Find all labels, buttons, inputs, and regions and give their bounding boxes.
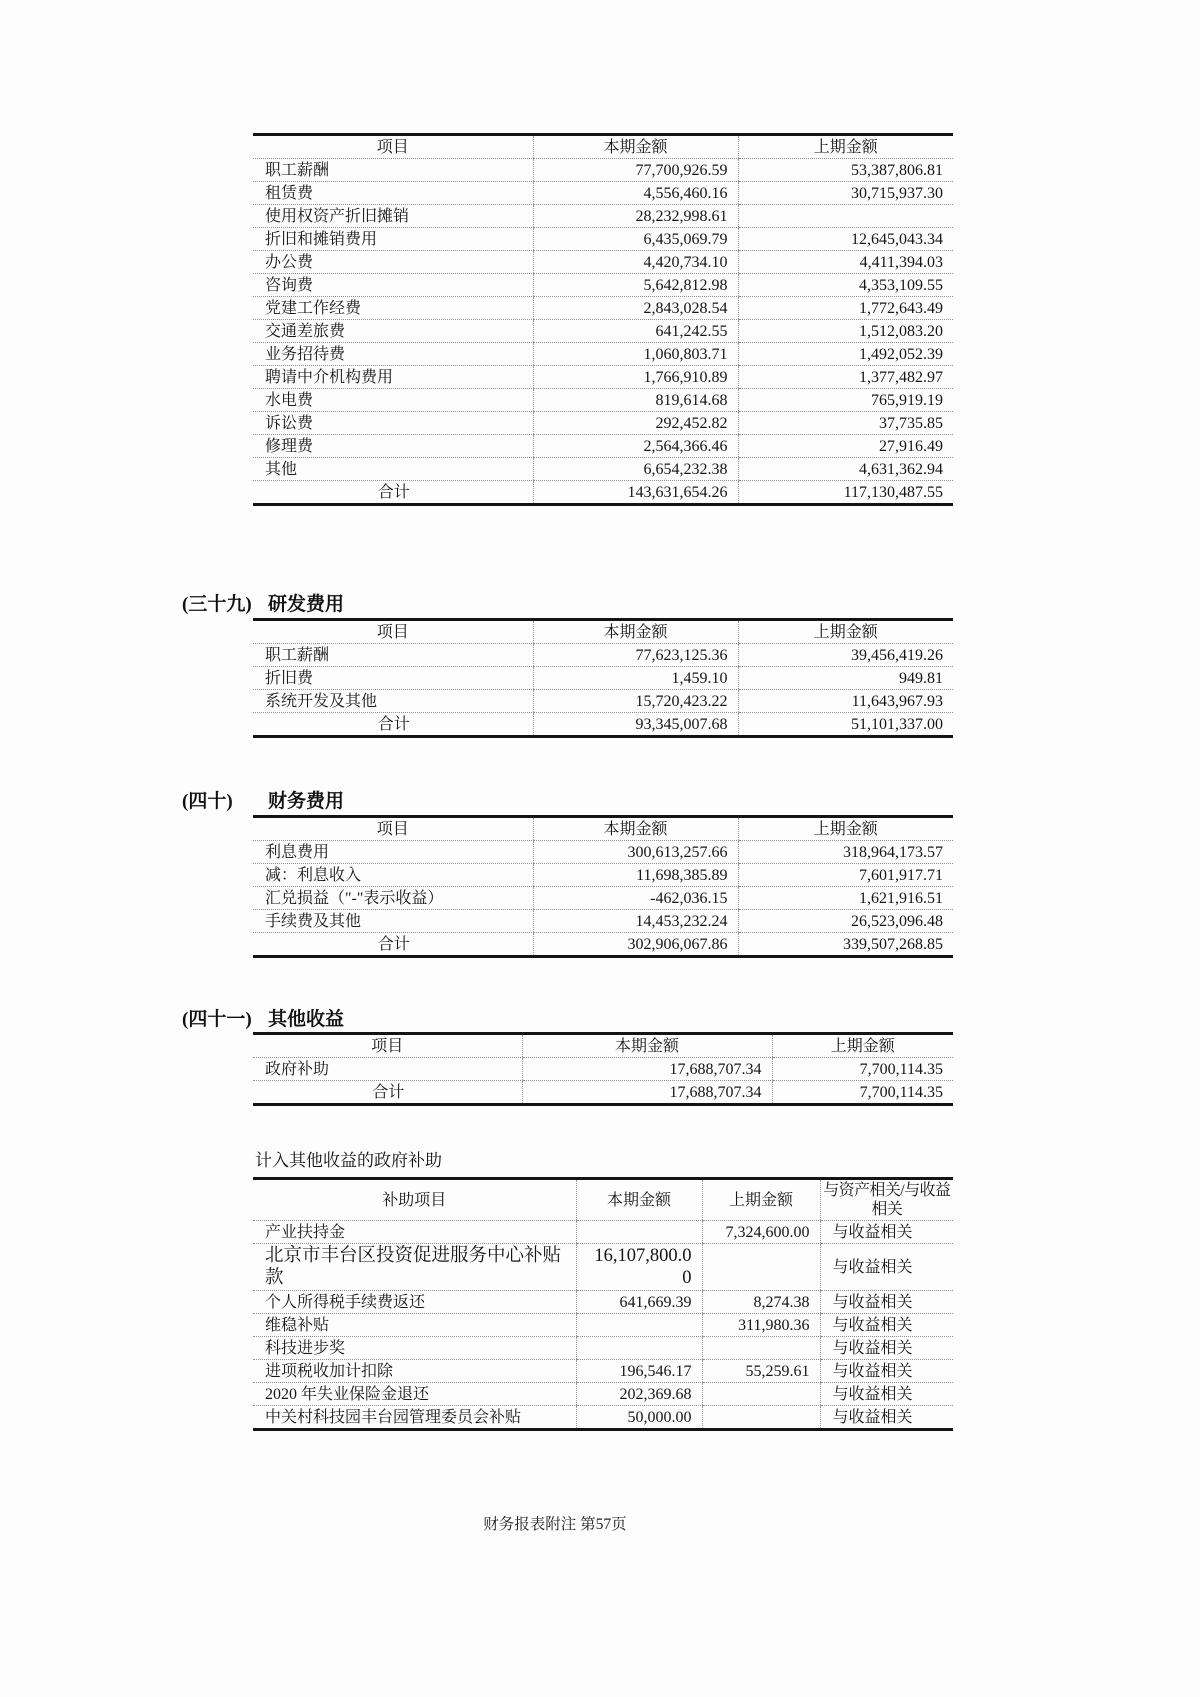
table-cell: 政府补助: [253, 1058, 522, 1081]
table-cell: 4,420,734.10: [533, 251, 738, 274]
table-cell: 7,700,114.35: [772, 1058, 953, 1081]
column-header: 上期金额: [702, 1179, 820, 1221]
table-cell: [738, 205, 953, 228]
table-cell: -462,036.15: [533, 887, 738, 910]
table-cell: 与收益相关: [820, 1291, 953, 1314]
column-header: 本期金额: [522, 1034, 772, 1058]
table-cell: 302,906,067.86: [533, 933, 738, 957]
table-cell: 使用权资产折旧摊销: [253, 205, 533, 228]
table-row: [253, 297, 953, 320]
section-number: (四十): [182, 791, 233, 812]
header-row: [253, 1179, 953, 1221]
section-title: 研发费用: [268, 594, 345, 615]
table-cell: 819,614.68: [533, 389, 738, 412]
table-cell: 与收益相关: [820, 1383, 953, 1406]
table-cell: 14,453,232.24: [533, 910, 738, 933]
table-cell: 1,492,052.39: [738, 343, 953, 366]
table-cell: 4,556,460.16: [533, 182, 738, 205]
section-heading-39: [182, 589, 344, 616]
table-cell: 37,735.85: [738, 412, 953, 435]
table-cell: 其他: [253, 458, 533, 481]
header-row: [253, 620, 953, 644]
column-header: 本期金额: [576, 1179, 702, 1221]
other-income-table: [253, 1032, 953, 1106]
table-cell: 11,698,385.89: [533, 864, 738, 887]
table-cell: 339,507,268.85: [738, 933, 953, 957]
table-cell: 6,435,069.79: [533, 228, 738, 251]
table-cell: 30,715,937.30: [738, 182, 953, 205]
section-number: (四十一): [182, 1009, 252, 1030]
table-cell: [576, 1314, 702, 1337]
table-cell: 202,369.68: [576, 1383, 702, 1406]
table-row: [253, 1383, 953, 1406]
table-cell: 1,060,803.71: [533, 343, 738, 366]
table-cell: 产业扶持金: [253, 1221, 576, 1244]
table-cell: 职工薪酬: [253, 159, 533, 182]
table-cell: 进项税收加计扣除: [253, 1360, 576, 1383]
column-header: 本期金额: [533, 135, 738, 159]
section-title: 其他收益: [268, 1009, 345, 1030]
header-row: [253, 135, 953, 159]
header-row: [253, 817, 953, 841]
column-header: 上期金额: [738, 817, 953, 841]
table-cell: 196,546.17: [576, 1360, 702, 1383]
grants-table-caption: 计入其他收益的政府补助: [255, 1151, 442, 1170]
table-row: [253, 228, 953, 251]
column-header: 上期金额: [738, 135, 953, 159]
table-cell: 聘请中介机构费用: [253, 366, 533, 389]
table-row: [253, 320, 953, 343]
table-cell: 与收益相关: [820, 1244, 953, 1291]
table-row: [253, 1221, 953, 1244]
table-cell: 7,700,114.35: [772, 1081, 953, 1105]
table-cell: [702, 1406, 820, 1430]
table-cell: [702, 1383, 820, 1406]
table-row: [253, 1406, 953, 1430]
table-cell: 311,980.36: [702, 1314, 820, 1337]
table-cell: 1,766,910.89: [533, 366, 738, 389]
table-cell: 交通差旅费: [253, 320, 533, 343]
table-row: [253, 435, 953, 458]
table-cell: 诉讼费: [253, 412, 533, 435]
table-cell: 合计: [377, 715, 410, 733]
table-cell: 合计: [377, 935, 410, 953]
table-cell: 4,411,394.03: [738, 251, 953, 274]
table-cell: [702, 1337, 820, 1360]
table-cell: 1,377,482.97: [738, 366, 953, 389]
table-cell: 8,274.38: [702, 1291, 820, 1314]
table-cell: 维稳补贴: [253, 1314, 576, 1337]
table-row: [253, 251, 953, 274]
table-cell: 117,130,487.55: [738, 481, 953, 505]
table-cell: 4,353,109.55: [738, 274, 953, 297]
table-cell: 50,000.00: [576, 1406, 702, 1430]
table-cell: 系统开发及其他: [253, 690, 533, 713]
table-row: [253, 1081, 953, 1105]
table-cell: 7,324,600.00: [702, 1221, 820, 1244]
government-grants-table: [253, 1177, 953, 1431]
table-cell: 修理费: [253, 435, 533, 458]
table-row: [253, 182, 953, 205]
table-row: [253, 841, 953, 864]
table-cell: 6,654,232.38: [533, 458, 738, 481]
table-row: [253, 864, 953, 887]
table-cell: 与收益相关: [820, 1337, 953, 1360]
table-cell: 143,631,654.26: [533, 481, 738, 505]
page-footer: 财务报表附注 第57页: [483, 1516, 627, 1533]
table-cell: 28,232,998.61: [533, 205, 738, 228]
table-cell: 300,613,257.66: [533, 841, 738, 864]
table-cell: 利息费用: [253, 841, 533, 864]
table-cell: 中关村科技园丰台园管理委员会补贴: [265, 1408, 522, 1426]
table-cell: [702, 1244, 820, 1291]
table-cell: 职工薪酬: [253, 644, 533, 667]
section-heading-41: [182, 1004, 344, 1031]
table-cell: 租赁费: [253, 182, 533, 205]
table-cell: 641,669.39: [576, 1291, 702, 1314]
table-cell: 个人所得税手续费返还: [253, 1291, 576, 1314]
table-row: [253, 274, 953, 297]
table-row: [253, 910, 953, 933]
table-cell: 17,688,707.34: [522, 1058, 772, 1081]
table-cell: 北京市丰台区投资促进服务中心补贴款: [253, 1244, 576, 1291]
section-number: (三十九): [182, 594, 252, 615]
table-cell: 1,621,916.51: [738, 887, 953, 910]
table-cell: 减：利息收入: [253, 864, 533, 887]
table-cell: 17,688,707.34: [522, 1081, 772, 1105]
table-cell: [576, 1221, 702, 1244]
section-title: 财务费用: [268, 791, 345, 812]
table-row: [253, 1314, 953, 1337]
table-cell: [576, 1337, 702, 1360]
column-header: 项目: [253, 135, 533, 159]
table-cell: 12,645,043.34: [738, 228, 953, 251]
column-header: 本期金额: [533, 817, 738, 841]
table-row: [253, 713, 953, 737]
column-header: 本期金额: [533, 620, 738, 644]
table-row: [253, 690, 953, 713]
table-cell: 26,523,096.48: [738, 910, 953, 933]
table-cell: 水电费: [253, 389, 533, 412]
table-cell: 765,919.19: [738, 389, 953, 412]
table-cell: 与收益相关: [820, 1221, 953, 1244]
column-header: 项目: [253, 1034, 522, 1058]
table-row: [253, 1337, 953, 1360]
table-row: [253, 205, 953, 228]
table-row: [253, 644, 953, 667]
table-cell: 2,564,366.46: [533, 435, 738, 458]
table-row: [253, 389, 953, 412]
table-row: [253, 458, 953, 481]
table-row: [253, 887, 953, 910]
table-cell: 93,345,007.68: [533, 713, 738, 737]
table-row: [253, 366, 953, 389]
table-row: [253, 412, 953, 435]
table-cell: 与收益相关: [820, 1314, 953, 1337]
table-row: [253, 481, 953, 505]
table-cell: 11,643,967.93: [738, 690, 953, 713]
expense-detail-table: [253, 133, 953, 506]
table-row: [253, 1058, 953, 1081]
table-cell: 4,631,362.94: [738, 458, 953, 481]
table-cell: 5,642,812.98: [533, 274, 738, 297]
rd-expense-table: [253, 618, 953, 738]
table-row: [253, 159, 953, 182]
column-header: 上期金额: [772, 1034, 953, 1058]
section-heading-40: [182, 786, 344, 813]
table-cell: 与收益相关: [820, 1406, 953, 1430]
table-cell: 318,964,173.57: [738, 841, 953, 864]
table-cell: 77,623,125.36: [533, 644, 738, 667]
table-row: [253, 933, 953, 957]
table-cell: 折旧费: [253, 667, 533, 690]
header-row: [253, 1034, 953, 1058]
table-cell: 949.81: [738, 667, 953, 690]
column-header: 项目: [253, 620, 533, 644]
table-cell: 与收益相关: [820, 1360, 953, 1383]
table-row: [253, 667, 953, 690]
finance-expense-table: [253, 815, 953, 958]
table-cell: 641,242.55: [533, 320, 738, 343]
table-cell: 合计: [377, 483, 410, 501]
table-cell: 咨询费: [253, 274, 533, 297]
table-cell: 77,700,926.59: [533, 159, 738, 182]
table-cell: 业务招待费: [253, 343, 533, 366]
table-cell: 39,456,419.26: [738, 644, 953, 667]
table-cell: 折旧和摊销费用: [253, 228, 533, 251]
table-cell: 手续费及其他: [253, 910, 533, 933]
table-cell: 292,452.82: [533, 412, 738, 435]
table-cell: 51,101,337.00: [738, 713, 953, 737]
table-cell: 2,843,028.54: [533, 297, 738, 320]
table-cell: 55,259.61: [702, 1360, 820, 1383]
table-cell: 办公费: [253, 251, 533, 274]
table-cell: 16,107,800.00: [576, 1244, 702, 1291]
table-cell: 科技进步奖: [253, 1337, 576, 1360]
column-header: 与资产相关/与收益相关: [820, 1179, 953, 1221]
column-header: 项目: [253, 817, 533, 841]
table-cell: 2020 年失业保险金退还: [253, 1383, 576, 1406]
table-cell: 1,512,083.20: [738, 320, 953, 343]
table-row: [253, 343, 953, 366]
table-row: [253, 1360, 953, 1383]
table-cell: 27,916.49: [738, 435, 953, 458]
table-cell: 1,772,643.49: [738, 297, 953, 320]
table-cell: 1,459.10: [533, 667, 738, 690]
column-header: 补助项目: [253, 1179, 576, 1221]
column-header: 上期金额: [738, 620, 953, 644]
table-row: [253, 1244, 953, 1291]
table-cell: 汇兑损益（"-"表示收益）: [253, 887, 533, 910]
table-cell: 党建工作经费: [253, 297, 533, 320]
table-cell: 7,601,917.71: [738, 864, 953, 887]
table-cell: 15,720,423.22: [533, 690, 738, 713]
table-cell: 53,387,806.81: [738, 159, 953, 182]
table-row: [253, 1291, 953, 1314]
table-cell: 合计: [372, 1083, 405, 1101]
